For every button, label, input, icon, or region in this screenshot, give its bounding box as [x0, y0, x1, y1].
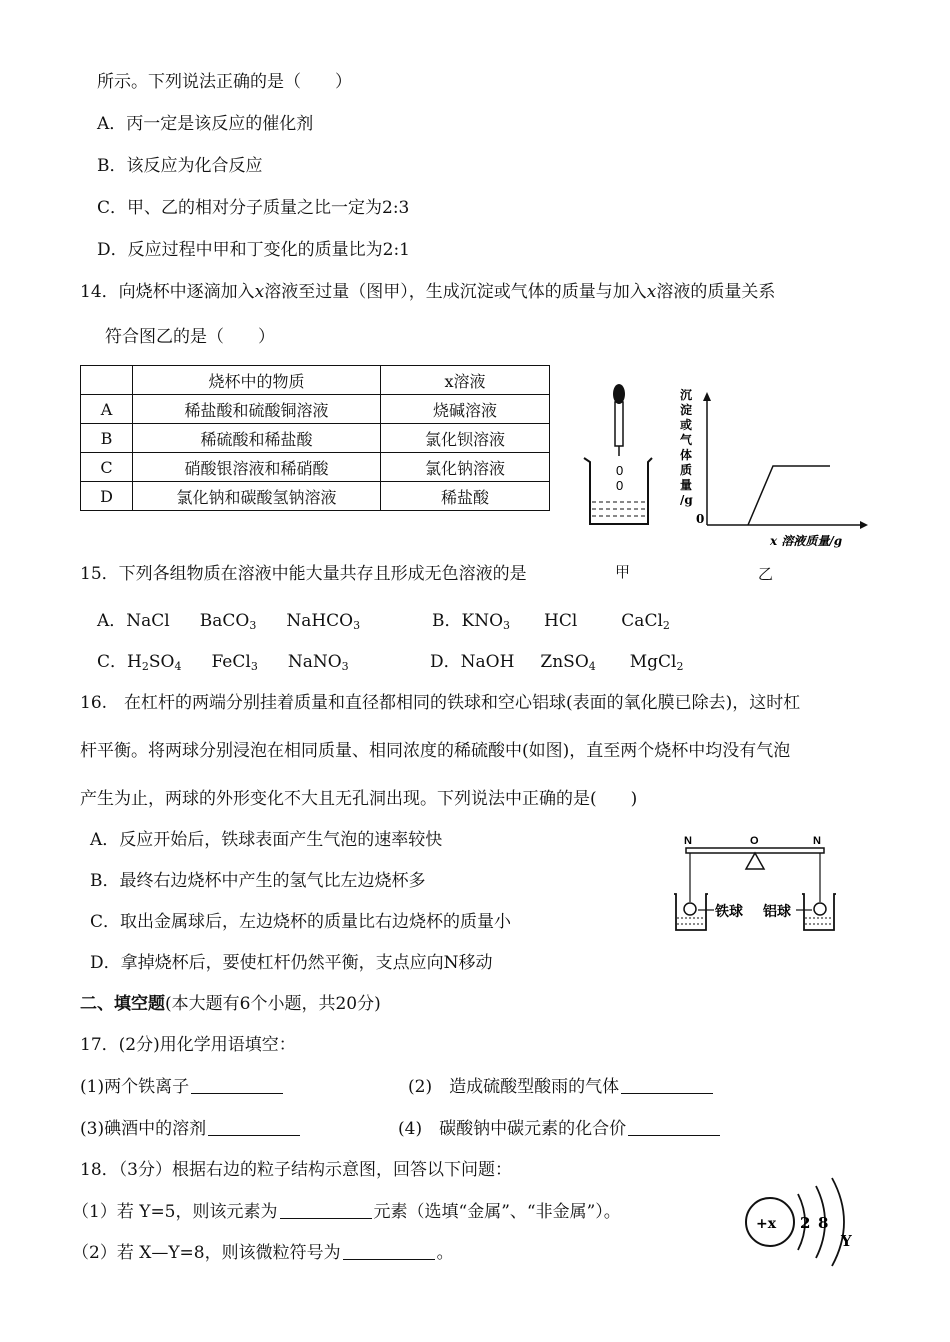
answer-blank[interactable]	[208, 1119, 300, 1136]
table-header-cell: 烧杯中的物质	[133, 366, 381, 395]
table-cell: 硝酸银溶液和稀硝酸	[133, 453, 381, 482]
iron-ball-icon	[684, 903, 696, 915]
beaker-mark: 0	[616, 463, 624, 478]
atom-structure-diagram	[740, 1172, 870, 1282]
shell-electron-count: 2	[800, 1214, 811, 1232]
answer-blank[interactable]	[191, 1077, 283, 1094]
q16-stem-line1: 16. 在杠杆的两端分别挂着质量和直径都相同的铁球和空心铝球(表面的氧化膜已除去)，这时杠	[80, 693, 801, 713]
q18-stem: 18．（3分）根据右边的粒子结构示意图，回答以下问题：	[80, 1160, 512, 1180]
q14-stem-line1: 14．向烧杯中逐滴加入x溶液至过量（图甲），生成沉淀或气体的质量与加入x溶液的质量关系	[80, 282, 776, 302]
aluminum-ball-icon	[814, 903, 826, 915]
q17-stem: 17．(2分)用化学用语填空：	[80, 1035, 296, 1055]
table-header-cell: x溶液	[381, 366, 550, 395]
lever-label-iron: 铁球	[715, 904, 743, 920]
graph-xlabel: x 溶液质量/g	[770, 534, 843, 548]
y-axis-arrow-icon	[703, 392, 711, 401]
fulcrum-icon	[746, 853, 764, 869]
table-header-row	[81, 366, 550, 395]
beaker-mark: 0	[616, 478, 624, 493]
q13-option-b: B．该反应为化合反应	[97, 156, 263, 176]
q15-stem: 15．下列各组物质在溶液中能大量共存且形成无色溶液的是	[80, 564, 527, 584]
answer-blank[interactable]	[621, 1077, 713, 1094]
q16-option-a: A．反应开始后，铁球表面产生气泡的速率较快	[90, 830, 443, 850]
answer-blank[interactable]	[343, 1243, 435, 1260]
q15-option-a: A．NaCl BaCO$_3$ NaHCO$_3$	[97, 611, 361, 632]
q16-option-b: B．最终右边烧杯中产生的氢气比左边烧杯多	[90, 871, 426, 891]
electron-shell-icon	[832, 1178, 844, 1266]
lever-label-n-left: N	[684, 835, 692, 847]
q18-part1: （1）若 Y=5，则该元素为 元素（选填“金属”、“非金属”）。	[72, 1202, 621, 1222]
lever-figure	[662, 832, 852, 942]
q15-option-d: D．NaOH ZnSO$_4$ MgCl$_2$	[430, 652, 684, 673]
dropper-icon	[613, 384, 625, 456]
left-beaker-icon	[674, 894, 708, 930]
table-cell: 烧碱溶液	[381, 395, 550, 424]
table-cell: 氯化钠和碳酸氢钠溶液	[133, 482, 381, 511]
graph-ylabel-char: 沉	[680, 388, 693, 402]
figure-label-yi: 乙	[758, 565, 774, 583]
figure-label-jia: 甲	[615, 563, 631, 581]
graph-curve	[748, 466, 830, 525]
table-cell: A	[81, 395, 133, 424]
q16-stem-line3: 产生为止，两球的外形变化不大且无孔洞出现。下列说法中正确的是( )	[80, 789, 638, 809]
graph-origin: 0	[696, 512, 705, 526]
graph-ylabel-char: 体	[680, 448, 693, 462]
graph-ylabel-char: 量	[680, 478, 693, 492]
q13-stem-tail: 所示。下列说法正确的是（ ）	[97, 72, 352, 92]
table-cell: B	[81, 424, 133, 453]
q14-stem-line2: 符合图乙的是（ ）	[105, 327, 275, 347]
q15-option-b: B．$KNO_3$ HCl CaCl$_2$	[432, 611, 670, 632]
q17-part4: (4) 碳酸钠中碳元素的化合价	[398, 1118, 722, 1140]
q16-stem-line2: 杆平衡。将两球分别浸泡在相同质量、相同浓度的稀硫酸中(如图)，直至两个烧杯中均没有气泡	[80, 741, 791, 761]
q15-option-c: C．$H_2SO_4$ FeCl$_3$ NaNO$_3$	[97, 652, 349, 673]
lever-label-o: O	[750, 835, 759, 847]
table-cell: 氯化钡溶液	[381, 424, 550, 453]
q17-part1: (1)两个铁离子	[80, 1076, 285, 1098]
q17-part2: (2) 造成硫酸型酸雨的气体	[408, 1076, 715, 1098]
table-row	[81, 453, 550, 482]
q14-table	[80, 365, 550, 511]
beaker-dropper-figure	[578, 382, 658, 532]
table-cell: 氯化钠溶液	[381, 453, 550, 482]
table-cell: 稀盐酸	[381, 482, 550, 511]
graph-ylabel-char: /g	[680, 493, 693, 507]
q13-option-a: A．丙一定是该反应的催化剂	[97, 114, 314, 134]
answer-blank[interactable]	[280, 1202, 372, 1219]
graph-ylabel-char: 气	[680, 433, 693, 447]
q16-option-d: D．拿掉烧杯后，要使杠杆仍然平衡，支点应向N移动	[90, 953, 493, 973]
q17-part3: (3)碘酒中的溶剂	[80, 1118, 302, 1140]
q13-option-d: D．反应过程中甲和丁变化的质量比为2:1	[97, 240, 410, 260]
graph-ylabel-char: 淀	[680, 403, 693, 417]
table-row	[81, 482, 550, 511]
table-cell: 稀硫酸和稀盐酸	[133, 424, 381, 453]
nucleus-charge: +x	[756, 1216, 777, 1232]
q13-option-c: C．甲、乙的相对分子质量之比一定为2:3	[97, 198, 410, 218]
x-axis-arrow-icon	[860, 521, 868, 529]
table-row	[81, 424, 550, 453]
q16-option-c: C．取出金属球后，左边烧杯的质量比右边烧杯的质量小	[90, 912, 512, 932]
graph-ylabel-char: 或	[680, 418, 693, 432]
right-beaker-icon	[802, 894, 836, 930]
table-cell: C	[81, 453, 133, 482]
shell-electron-count: 8	[818, 1214, 829, 1232]
answer-blank[interactable]	[628, 1119, 720, 1136]
q18-part2: （2）若 X—Y=8，则该微粒符号为 。	[72, 1243, 454, 1263]
table-row	[81, 395, 550, 424]
table-header-cell	[81, 366, 133, 395]
shell-electron-count-y: Y	[841, 1232, 852, 1250]
table-cell: 稀盐酸和硫酸铜溶液	[133, 395, 381, 424]
section2-heading: 二、填空题(本大题有6个小题，共20分)	[80, 994, 381, 1014]
lever-label-n-right: N	[813, 835, 821, 847]
precipitate-graph	[670, 383, 870, 553]
lever-label-aluminum: 铝球	[763, 904, 791, 920]
graph-ylabel-char: 质	[680, 463, 693, 477]
table-cell: D	[81, 482, 133, 511]
